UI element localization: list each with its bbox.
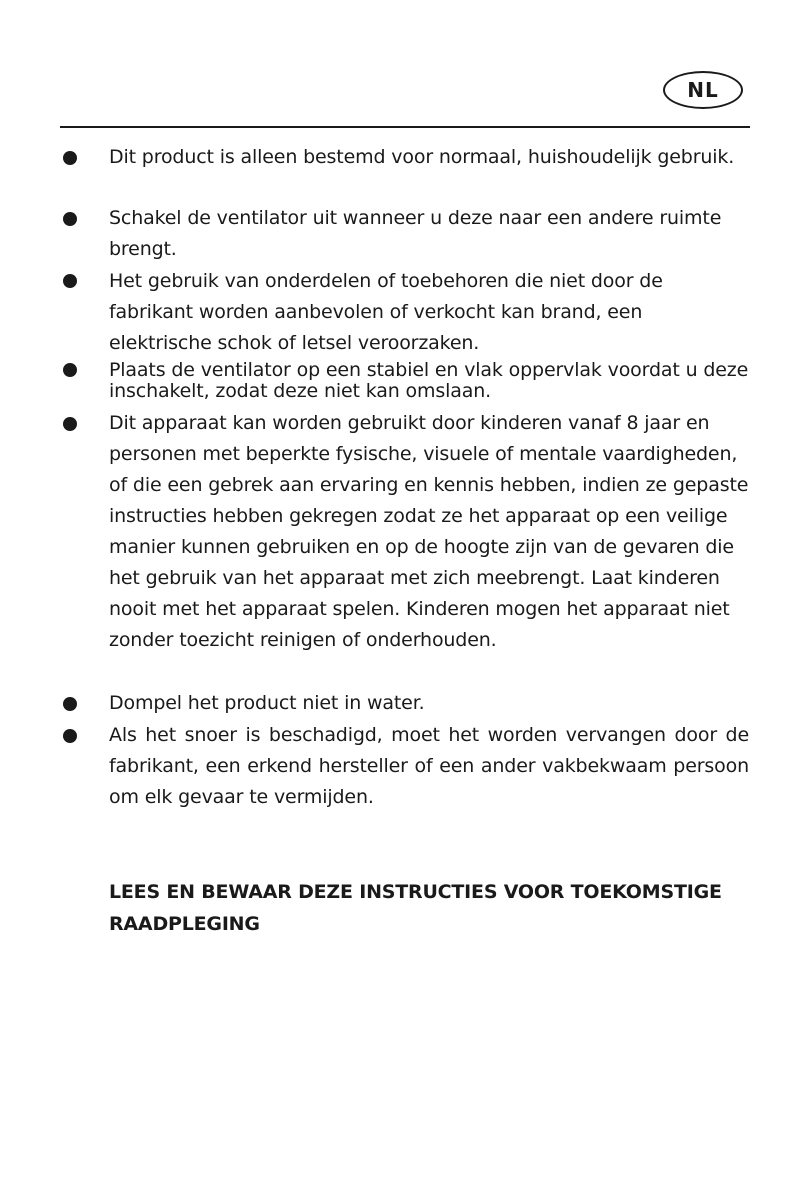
list-item-text: Schakel de ventilator uit wanneer u deze naar een andere ruimte brengt.: [109, 207, 722, 260]
bullet-icon: [63, 697, 77, 711]
list-item-text: Het gebruik van onderdelen of toebehoren die niet door de fabrikant worden aanbevolen of verkocht kan brand, een elektrische schok of letsel veroorzaken.: [109, 270, 663, 354]
bullet-icon: [63, 729, 77, 743]
list-item-text: Dit product is alleen bestemd voor normaal, huishoudelijk gebruik.: [109, 146, 735, 168]
list-item-text: Als het snoer is beschadigd, moet het worden vervangen door de fabrikant, een erkend hersteller of een ander vakbekwaam persoon om elk gevaar te vermijden.: [109, 724, 749, 808]
bullet-icon: [63, 363, 77, 377]
list-item-text: Dit apparaat kan worden gebruikt door kinderen vanaf 8 jaar en personen met beperkte fysische, visuele of mentale vaardigheden, of die een gebrek aan ervaring en kennis hebben, indien ze gepaste instructies hebben gekregen zodat ze het apparaat op een veilige manier kunnen gebruiken en op de hoogte zijn van de gevaren die het gebruik van het apparaat met zich meebrengt. Laat kinderen nooit met het apparaat spelen. Kinderen mogen het apparaat niet zonder toezicht reinigen of onderhouden.: [109, 412, 749, 651]
bullet-icon: [63, 151, 77, 165]
closing-note: LEES EN BEWAAR DEZE INSTRUCTIES VOOR TOEKOMSTIGE RAADPLEGING: [109, 881, 722, 935]
header-divider: [60, 126, 750, 128]
bullet-icon: [63, 212, 77, 226]
bullet-icon: [63, 274, 77, 288]
language-badge: NL: [663, 71, 743, 109]
list-item-text: Plaats de ventilator op een stabiel en vlak oppervlak voordat u deze inschakelt, zodat deze niet kan omslaan.: [109, 359, 749, 402]
bullet-icon: [63, 417, 77, 431]
list-item-text: Dompel het product niet in water.: [109, 692, 425, 714]
